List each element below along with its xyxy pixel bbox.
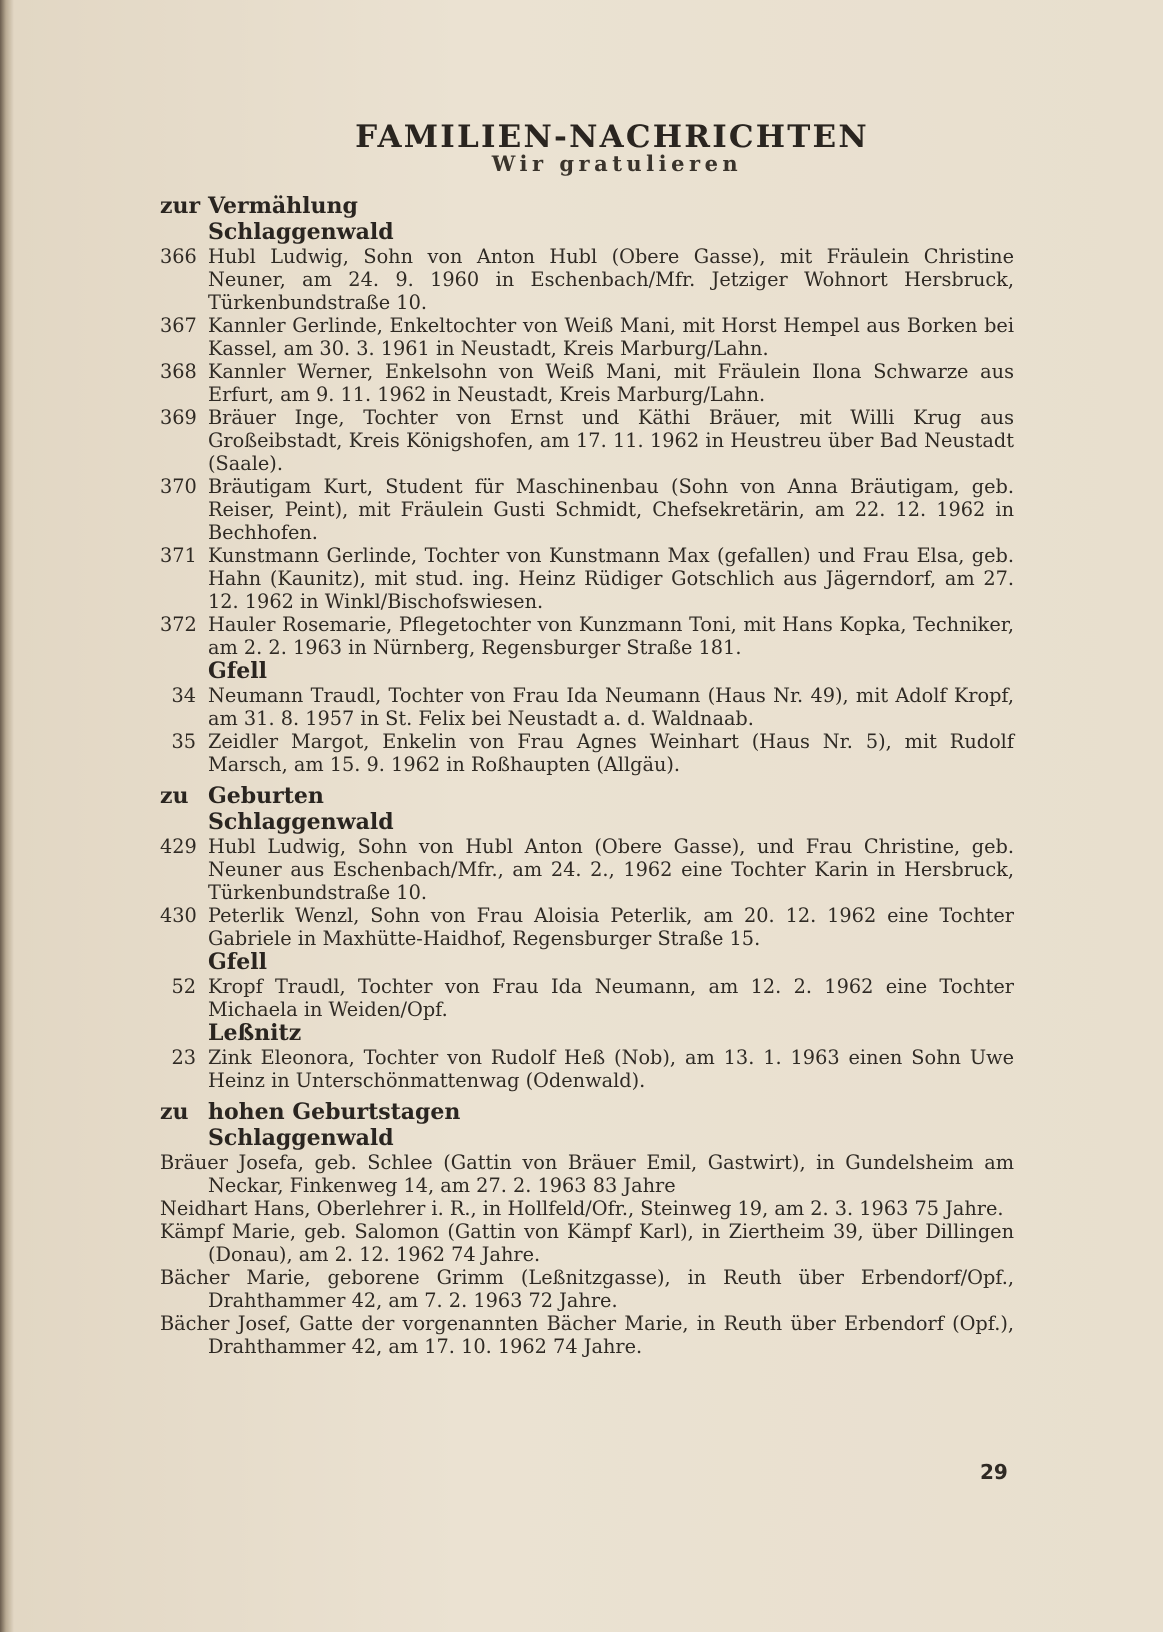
entry-number: 366 <box>160 245 197 268</box>
entry-text: Zeidler Margot, Enkelin von Frau Agnes Weinhart (Haus Nr. 5), mit Rudolf Marsch, am 15. 9. 1962 in Roßhaupten (Allgäu). <box>208 730 1014 776</box>
entry-g35 <box>160 730 1014 776</box>
place-heading-gfell: Gfell <box>208 949 267 975</box>
entry-text: Kunstmann Gerlinde, Tochter von Kunstmann Max (gefallen) und Frau Elsa, geb. Hahn (Kaunitz), mit stud. ing. Heinz Rüdiger Gotschlich aus Jägerndorf, am 27. 12. 1962 in Winkl/Bischofswiesen. <box>208 544 1014 613</box>
section-title: hohen Geburtstagen <box>208 1099 461 1125</box>
page-number: 29 <box>980 1460 1008 1484</box>
birthday-entry: Neidhart Hans, Oberlehrer i. R., in Hollfeld/Ofr., Steinweg 19, am 2. 3. 1963 75 Jahre. <box>160 1197 1004 1220</box>
entry-text: Bräuer Inge, Tochter von Ernst und Käthi Bräuer, mit Willi Krug aus Großeibstadt, Kreis Königshofen, am 17. 11. 1962 in Heustreu über Bad Neustadt (Saale). <box>208 406 1014 475</box>
entry-number: 52 <box>171 975 196 998</box>
entry-text: Bräutigam Kurt, Student für Maschinenbau (Sohn von Anna Bräutigam, geb. Reiser, Peint), mit Fräulein Gusti Schmidt, Chefsekretärin, am 22. 12. 1962 in Bechhofen. <box>208 475 1014 544</box>
entry-number: 429 <box>160 835 197 858</box>
section-prep: zu <box>160 783 189 809</box>
entry-number: 370 <box>160 475 197 498</box>
entry-number: 35 <box>171 730 196 753</box>
entry-number: 367 <box>160 314 197 337</box>
entry-number: 369 <box>160 406 197 429</box>
entry-372 <box>160 613 1014 659</box>
birthday-entry: Bächer Marie, geborene Grimm (Leßnitzgasse), in Reuth über Erbendorf/Opf., Drahthammer 42, am 7. 2. 1963 72 Jahre. <box>160 1266 1014 1312</box>
page-content <box>160 118 1014 1358</box>
section-heading-wedding <box>160 192 1014 220</box>
section-title: Vermählung <box>208 193 358 219</box>
place-heading-schlaggenwald: Schlaggenwald <box>208 219 394 245</box>
entry-text: Hubl Ludwig, Sohn von Anton Hubl (Obere Gasse), mit Fräulein Christine Neuner, am 24. 9. 1960 in Eschenbach/Mfr. Jetziger Wohnort Hersbruck, Türkenbundstraße 10. <box>208 245 1014 314</box>
entry-text: Hubl Ludwig, Sohn von Hubl Anton (Obere Gasse), und Frau Christine, geb. Neuner aus Eschenbach/Mfr., am 24. 2., 1962 eine Tochter Karin in Hersbruck, Türkenbundstraße 10. <box>208 835 1014 904</box>
entry-g34 <box>160 684 1014 730</box>
entry-number: 368 <box>160 360 197 383</box>
entry-367 <box>160 314 1014 360</box>
entry-number: 372 <box>160 613 197 636</box>
section-heading-births <box>160 782 1014 810</box>
entry-text: Neumann Traudl, Tochter von Frau Ida Neumann (Haus Nr. 49), mit Adolf Kropf, am 31. 8. 1957 in St. Felix bei Neustadt a. d. Waldnaab. <box>208 684 1014 730</box>
place-heading-gfell: Gfell <box>208 658 267 684</box>
section-prep: zur <box>160 193 201 219</box>
place-heading-schlaggenwald: Schlaggenwald <box>208 809 394 835</box>
section-title: Geburten <box>208 783 324 809</box>
entry-text: Zink Eleonora, Tochter von Rudolf Heß (Nob), am 13. 1. 1963 einen Sohn Uwe Heinz in Unterschönmattenwag (Odenwald). <box>208 1046 1014 1092</box>
birthday-entry: Bräuer Josefa, geb. Schlee (Gattin von Bräuer Emil, Gastwirt), in Gundelsheim am Neckar, Finkenweg 14, am 27. 2. 1963 83 Jahre <box>160 1151 1014 1197</box>
birthday-entry: Kämpf Marie, geb. Salomon (Gattin von Kämpf Karl), in Ziertheim 39, über Dillingen (Donau), am 2. 12. 1962 74 Jahre. <box>160 1220 1014 1266</box>
entry-369 <box>160 406 1014 475</box>
page-title: FAMILIEN-NACHRICHTEN <box>355 119 869 155</box>
entry-371 <box>160 544 1014 613</box>
entry-number: 371 <box>160 544 197 567</box>
section-heading-birthdays <box>160 1098 1014 1126</box>
place-heading-lessnitz: Leßnitz <box>208 1020 302 1046</box>
entry-number: 34 <box>171 684 196 707</box>
entry-368 <box>160 360 1014 406</box>
entry-366 <box>160 245 1014 314</box>
entry-number: 430 <box>160 904 197 927</box>
entry-number: 23 <box>171 1046 196 1069</box>
entry-g52 <box>160 975 1014 1021</box>
entry-430 <box>160 904 1014 950</box>
entry-l23 <box>160 1046 1014 1092</box>
section-prep: zu <box>160 1099 189 1125</box>
place-heading-schlaggenwald: Schlaggenwald <box>208 1125 394 1151</box>
page-subtitle: Wir gratulieren <box>491 151 743 176</box>
birthday-entry: Bächer Josef, Gatte der vorgenannten Bächer Marie, in Reuth über Erbendorf (Opf.), Drahthammer 42, am 17. 10. 1962 74 Jahre. <box>160 1312 1014 1358</box>
entry-text: Kropf Traudl, Tochter von Frau Ida Neumann, am 12. 2. 1962 eine Tochter Michaela in Weiden/Opf. <box>208 975 1014 1021</box>
entry-370 <box>160 475 1014 544</box>
entry-text: Peterlik Wenzl, Sohn von Frau Aloisia Peterlik, am 20. 12. 1962 eine Tochter Gabriele in Maxhütte-Haidhof, Regensburger Straße 15. <box>208 904 1014 950</box>
entry-text: Kannler Werner, Enkelsohn von Weiß Mani, mit Fräulein Ilona Schwarze aus Erfurt, am 9. 11. 1962 in Neustadt, Kreis Marburg/Lahn. <box>208 360 1014 406</box>
entry-text: Hauler Rosemarie, Pflegetochter von Kunzmann Toni, mit Hans Kopka, Techniker, am 2. 2. 1963 in Nürnberg, Regensburger Straße 181. <box>208 613 1014 659</box>
entry-429 <box>160 835 1014 904</box>
entry-text: Kannler Gerlinde, Enkeltochter von Weiß Mani, mit Horst Hempel aus Borken bei Kassel, am 30. 3. 1961 in Neustadt, Kreis Marburg/Lahn. <box>208 314 1014 360</box>
